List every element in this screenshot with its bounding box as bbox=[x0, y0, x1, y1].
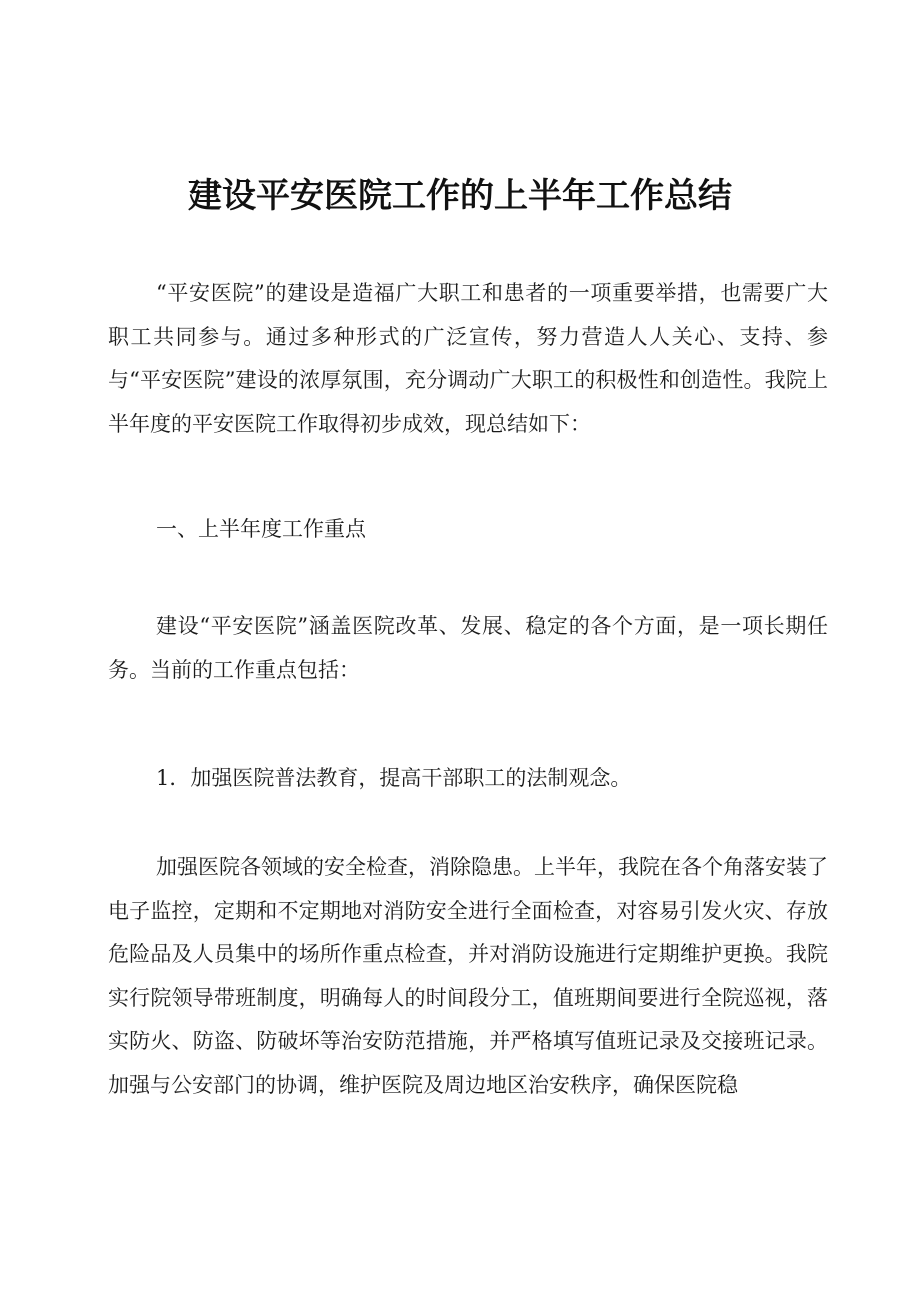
section-intro-paragraph: 建设“平安医院”涵盖医院改革、发展、稳定的各个方面，是一项长期任务。当前的工作重点包括： bbox=[108, 614, 828, 682]
intro-paragraph: “平安医院”的建设是造福广大职工和患者的一项重要举措，也需要广大职工共同参与。通过多种形式的广泛宣传，努力营造人人关心、支持、参与“平安医院”建设的浓厚氛围，充分调动广大职工的积极性和创造性。我院上半年度的平安医院工作取得初步成效，现总结如下： bbox=[108, 281, 828, 436]
numbered-item-heading: 1．加强医院普法教育，提高干部职工的法制观念。 bbox=[156, 766, 632, 790]
body-paragraph: 加强医院各领域的安全检查，消除隐患。上半年，我院在各个角落安装了电子监控，定期和不定期地对消防安全进行全面检查，对容易引发火灾、存放危险品及人员集中的场所作重点检查，并对消防设施进行定期维护更换。我院实行院领导带班制度，明确每人的时间段分工，值班期间要进行全院巡视，落实防火、防盗、防破坏等治安防范措施，并严格填写值班记录及交接班记录。加强与公安部门的协调，维护医院及周边地区治安秩序，确保医院稳 bbox=[108, 855, 828, 1097]
section-heading: 一、上半年度工作重点 bbox=[156, 517, 366, 541]
document-title: 建设平安医院工作的上半年工作总结 bbox=[188, 176, 732, 216]
